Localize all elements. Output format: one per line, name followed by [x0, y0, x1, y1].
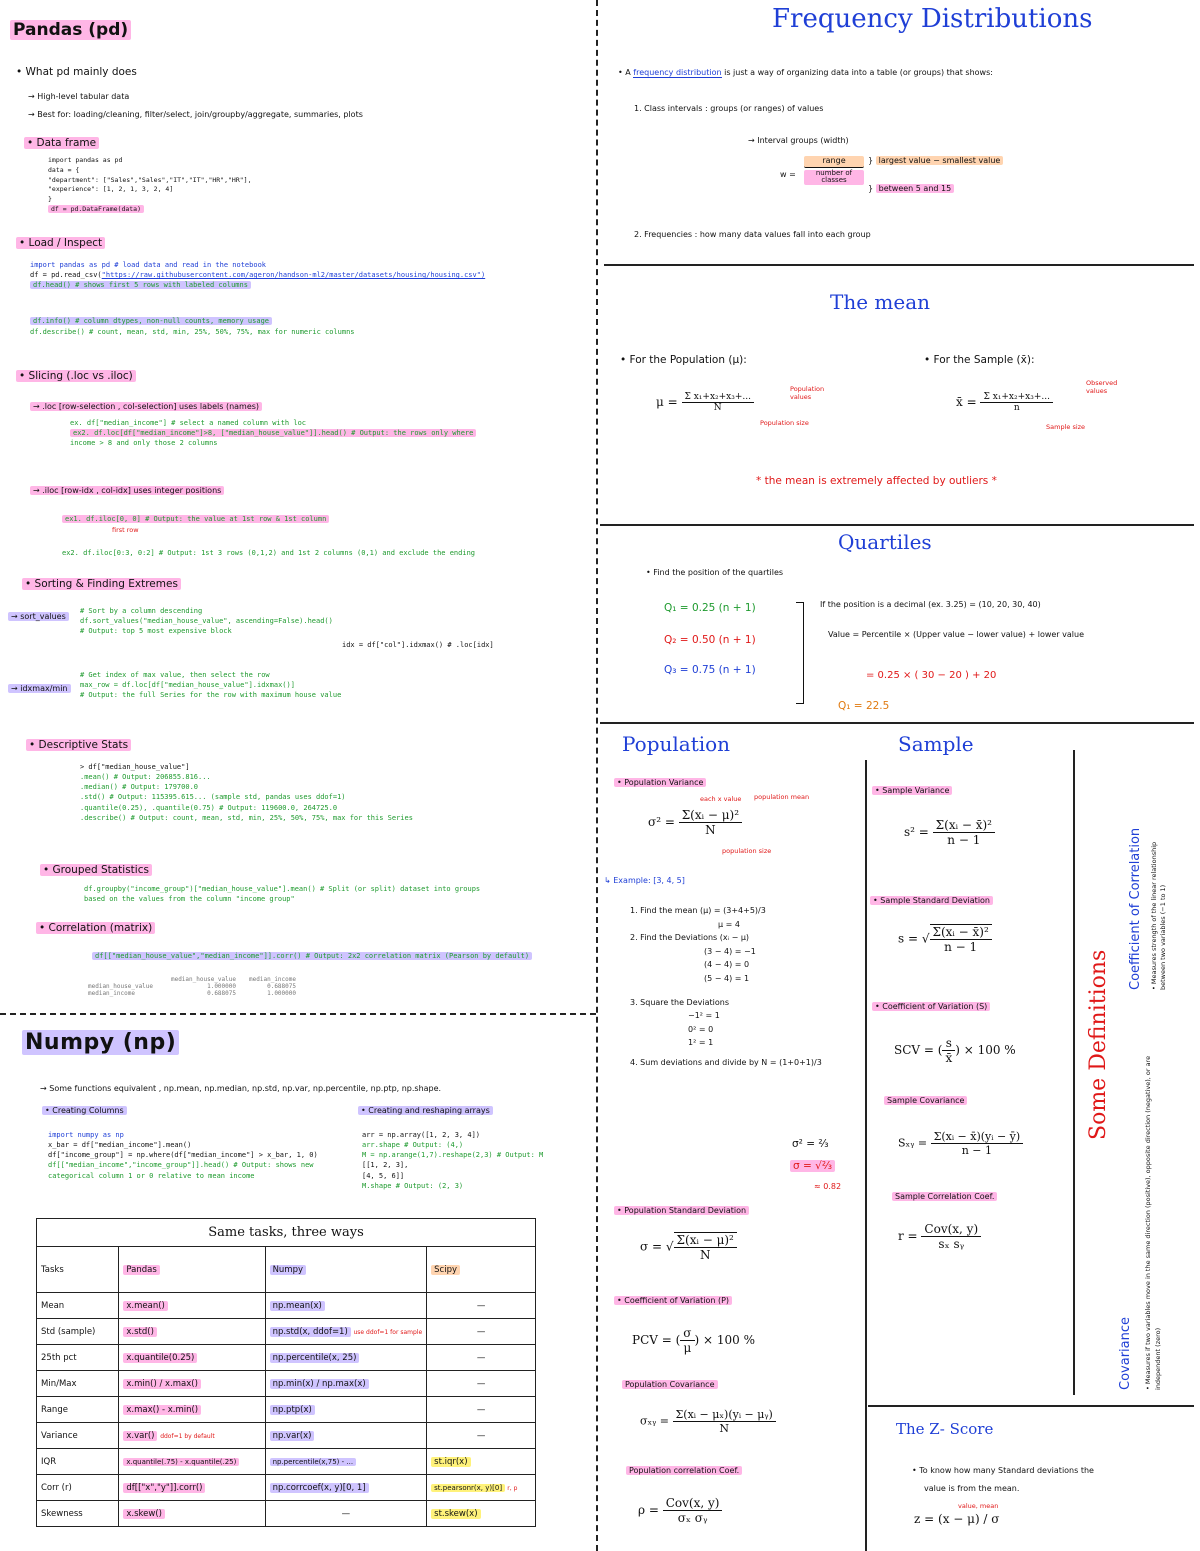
samp-std-label: • Sample Standard Deviation — [870, 896, 993, 907]
pop-variance-label: • Population Variance — [614, 778, 706, 789]
mean-samp-formula: x̄ = $\frac{\text{Σ x₁+x₂+x₃+...}}{n}$ — [956, 392, 1053, 413]
tasks-table-title: Same tasks, three ways — [37, 1219, 536, 1247]
quartile-q2: Q₂ = 0.50 (n + 1) — [664, 634, 756, 646]
cov-def-title: Covariance — [1118, 1317, 1133, 1390]
table-row: Skewness x.skew() — st.skew(x) — [37, 1501, 536, 1527]
pop-example-steps: 1. Find the mean (μ) = (3+4+5)/3 μ = 4 2. Find the Deviations (xᵢ − μ) (3 − 4) = −1 (4 − 4) = 0 (5 − 4) = 1 3. Square the Deviations −1² = 1 0² = 0 1² = 1 4. Sum deviations and divide by N = (1+0+1)/3 — [630, 906, 822, 1067]
mean-warning: * the mean is extremely affected by outliers * — [756, 475, 997, 487]
mean-pop-formula: μ = $\frac{\text{Σ x₁+x₂+x₃+...}}{N}$ — [656, 392, 754, 413]
sorting-label: • Sorting & Finding Extremes — [22, 578, 181, 591]
load-label: • Load / Inspect — [16, 237, 105, 250]
freq-fraction: range number of classes — [804, 156, 864, 185]
mean-pop-label: • For the Population (μ): — [620, 354, 747, 366]
sort-values-tag: → sort_values — [8, 612, 69, 623]
creating-columns-label: • Creating Columns — [42, 1106, 127, 1117]
freq-title: Frequency Distributions — [772, 4, 1093, 34]
table-row: Range x.max() - x.min() np.ptp(x) — — [37, 1397, 536, 1423]
header-tasks: Tasks — [37, 1247, 119, 1293]
quartile-value-rule: Value = Percentile × (Upper value − lower value) + lower value — [828, 630, 1084, 639]
zscore-formula: z = (x − μ) / σ — [914, 1512, 1000, 1526]
pop-variance-note-3: population size — [722, 847, 772, 855]
idxmax-code: # Get index of max value, then select the row max_row = df.loc[df["median_house_value"].idxmax()] # Output: the full Series for the row with maximum house value — [80, 671, 342, 700]
pop-std-label: • Population Standard Deviation — [614, 1206, 749, 1217]
reshaping-label: • Creating and reshaping arrays — [358, 1106, 493, 1117]
quartile-stats-divider — [600, 722, 1194, 724]
quartile-example: = 0.25 × ( 30 − 20 ) + 20 — [866, 670, 997, 681]
mean-samp-note-2: Sample size — [1046, 423, 1086, 431]
slicing-label: • Slicing (.loc vs .iloc) — [16, 370, 136, 383]
corr-def-text: • Measures strength of the linear relationship between two variables (−1 to 1) — [1150, 841, 1168, 990]
load-code: import pandas as pd # load data and read in the notebook df = pd.read_csv("https://raw.githubusercontent.com/ageron/handson-ml2/master/datasets/housing/housing.csv") df.head() # shows first 5 rows with labeled columns df.info() # column dtypes, non-null counts, memory usage df.describe() # count, mean, std, min, 25%, 50%, 75%, max for numeric columns — [30, 261, 486, 336]
pop-cv-formula: PCV = ( $\frac{\sigma}{\mu}$ ) × 100 % — [632, 1326, 755, 1355]
reshaping-code: arr = np.array([1, 2, 3, 4]) arr.shape # Output: (4,) M = np.arange(1,7).reshape(2,3) # Output: M [[1, 2, 3], [4, 5, 6]] M.shape # Output: (2, 3) — [362, 1131, 544, 1190]
quartile-q3: Q₃ = 0.75 (n + 1) — [664, 664, 756, 676]
sample-definitions-divider — [1073, 750, 1075, 1395]
freq-line-1: • A frequency distribution is just a way of organizing data into a table (or groups) that shows: — [618, 68, 993, 77]
numpy-intro: → Some functions equivalent , np.mean, np.median, np.std, np.var, np.percentile, np.ptp, np.shape. — [40, 1084, 442, 1093]
zscore-line-2: value is from the mean. — [924, 1484, 1020, 1493]
mean-pop-note-1: Population values — [790, 385, 825, 401]
grouped-label: • Grouped Statistics — [40, 864, 152, 877]
header-numpy: Numpy — [265, 1247, 427, 1293]
pop-example-answer-1: σ² = ⅔ — [792, 1138, 829, 1150]
quartile-result: Q₁ = 22.5 — [838, 700, 890, 712]
samp-variance-label: • Sample Variance — [872, 786, 952, 797]
creating-columns-code: import numpy as np x_bar = df["median_income"].mean() df["income_group"] = np.where(df["median_income"] > x_bar, 1, 0) df[["median_income","income_group"]].head() # Output: shows new categorical column 1 or 0 relative to mean income — [48, 1131, 318, 1180]
iloc-note: first row — [112, 526, 139, 534]
table-row: Corr (r) df[["x","y"]].corr() np.corrcoef(x, y)[0, 1] st.pearsonr(x, y)[0] r, p — [37, 1475, 536, 1501]
samp-corr-formula: r = $\frac{\text{Cov(x, y)}}{\text{sₓ sᵧ}}$ — [898, 1222, 981, 1251]
samp-cov-formula: Sₓᵧ = $\frac{\text{Σ(xᵢ − x̄)(yᵢ − ȳ)}}{n - 1}$ — [898, 1130, 1023, 1157]
idxmax-tag: → idxmax/min — [8, 684, 71, 695]
numpy-title: Numpy (np) — [22, 1030, 179, 1055]
pop-cv-label: • Coefficient of Variation (P) — [614, 1296, 732, 1307]
samp-cv-label: • Coefficient of Variation (S) — [872, 1002, 990, 1013]
samp-cov-label: Sample Covariance — [884, 1096, 967, 1107]
table-row: Std (sample) x.std() np.std(x, ddof=1) use ddof=1 for sample — — [37, 1319, 536, 1345]
dataframe-label: • Data frame — [24, 137, 99, 150]
zscore-note: value, mean — [958, 1502, 999, 1510]
header-pandas: Pandas — [119, 1247, 265, 1293]
mean-samp-label: • For the Sample (x̄): — [924, 354, 1035, 366]
cov-def-text: • Measures if two variables move in the same direction (positive), opposite direction (negative), or are independent (zero) — [1144, 1055, 1162, 1390]
header-scipy: Scipy — [427, 1247, 536, 1293]
pop-variance-note-2: population mean — [754, 793, 810, 801]
mean-quartile-divider — [600, 524, 1194, 526]
pop-corr-label: Population correlation Coef. — [626, 1466, 742, 1477]
mean-pop-note-2: Population size — [760, 419, 809, 427]
freq-w-eq: w = — [780, 170, 796, 179]
pandas-numpy-divider — [0, 1013, 596, 1015]
pop-cov-label: Population Covariance — [622, 1380, 718, 1391]
freq-range-note: } largest value − smallest value — [868, 156, 1003, 167]
table-row: Mean x.mean() np.mean(x) — — [37, 1293, 536, 1319]
population-sample-divider — [865, 760, 867, 1551]
table-row: Variance x.var() ddof=1 by default np.var(x) — — [37, 1423, 536, 1449]
zscore-divider — [868, 1405, 1194, 1407]
samp-corr-label: Sample Correlation Coef. — [892, 1192, 997, 1203]
pop-variance-note-1: each x value — [700, 795, 742, 803]
pandas-title: Pandas (pd) — [10, 20, 131, 40]
samp-std-formula: s = √ $\frac{\text{Σ(xᵢ − x̄)²}}{n - 1}$ — [898, 924, 992, 954]
pandas-what-line-1: → High-level tabular data — [28, 92, 130, 101]
iloc-example-1: ex1. df.iloc[0, 0] # Output: the value at 1st row & 1st column — [62, 514, 329, 524]
sample-title: Sample — [898, 732, 974, 756]
pandas-what-line-2: → Best for: loading/cleaning, filter/select, join/groupby/aggregate, summaries, plots — [28, 110, 363, 119]
pandas-what-label: • What pd mainly does — [16, 66, 137, 78]
population-title: Population — [622, 732, 731, 756]
table-row: Min/Max x.min() / x.max() np.min(x) / np.max(x) — — [37, 1371, 536, 1397]
table-row: IQR x.quantile(.75) - x.quantile(.25) np.percentile(x,75) - ... st.iqr(x) — [37, 1449, 536, 1475]
iloc-example-2: ex2. df.iloc[0:3, 0:2] # Output: 1st 3 rows (0,1,2) and 1st 2 columns (0,1) and exclude the ending — [62, 549, 476, 557]
quartile-q1: Q₁ = 0.25 (n + 1) — [664, 602, 756, 614]
quartiles-title: Quartiles — [838, 530, 932, 554]
descriptive-code: > df["median_house_value"] .mean() # Output: 206855.816... .median() # Output: 179700.0 .std() # Output: 115395.615... (sample std, pandas uses ddof=1) .quantile(0.25), .quantile(0.75) # Output: 119600.0, 264725.0 .describe() # Output: count, mean, std, min, 25%, 50%, 75%, max for this Series — [80, 763, 413, 822]
pop-example-label: ↳ Example: [3, 4, 5] — [604, 876, 685, 885]
correlation-label: • Correlation (matrix) — [36, 922, 155, 935]
freq-interval-label: → Interval groups (width) — [748, 136, 849, 145]
column-divider — [596, 0, 598, 1551]
dataframe-code: import pandas as pd data = { "department": ["Sales","Sales","IT","IT","HR","HR"], "experience": [1, 2, 1, 3, 2, 4] } df = pd.DataFrame(data) — [48, 156, 252, 213]
definitions-title: Some Definitions — [1086, 949, 1111, 1140]
pop-variance-formula: σ² = $\frac{\text{Σ(xᵢ − μ)²}}{N}$ — [648, 808, 742, 837]
grouped-code: df.groupby("income_group")["median_house_value"].mean() # Split (or split) dataset into groups based on the values from the column "income group" — [84, 885, 481, 904]
freq-item-1: 1. Class intervals : groups (or ranges) of values — [634, 104, 824, 113]
sort-aside: idx = df["col"].idxmax() # .loc[idx] — [342, 641, 494, 649]
quartile-brace — [796, 602, 804, 704]
pop-example-answer-3: ≈ 0.82 — [814, 1182, 842, 1191]
samp-cv-formula: SCV = ( $\frac{s}{x̄}$ ) × 100 % — [894, 1036, 1016, 1065]
quartiles-line: • Find the position of the quartiles — [646, 568, 784, 577]
pop-example-answer-2: σ = √⅔ — [790, 1160, 835, 1173]
pop-corr-formula: ρ = $\frac{\text{Cov(x, y)}}{\text{σₓ σᵧ}}$ — [638, 1496, 722, 1525]
corr-def-title: Coefficient of Correlation — [1128, 827, 1143, 990]
freq-classes-note: } between 5 and 15 — [868, 184, 954, 195]
sort-values-code: # Sort by a column descending df.sort_values("median_house_value", ascending=False).head() # Output: top 5 most expensive block — [80, 607, 333, 636]
zscore-line-1: • To know how many Standard deviations the — [912, 1466, 1094, 1475]
tasks-table-wrapper — [36, 1218, 536, 1527]
pop-std-formula: σ = √ $\frac{\text{Σ(xᵢ − μ)²}}{N}$ — [640, 1232, 737, 1262]
loc-examples: ex. df["median_income"] # select a named column with loc ex2. df.loc[df["median_income"]>8, ["median_house_value"]].head() # Output: the rows only where income > 8 and only those 2 columns — [70, 418, 476, 448]
loc-line: → .loc [row-selection , col-selection] uses labels (names) — [30, 402, 262, 413]
zscore-title: The Z- Score — [896, 1420, 994, 1438]
pop-cov-formula: σₓᵧ = $\frac{\text{Σ(xᵢ − μₓ)(yᵢ − μᵧ)}}{N}$ — [640, 1408, 776, 1435]
quartile-rule: If the position is a decimal (ex. 3.25) = (10, 20, 30, 40) — [820, 600, 1041, 609]
freq-mean-divider — [604, 264, 1194, 266]
mean-title: The mean — [830, 290, 931, 314]
mean-samp-note-1: Observed values — [1086, 379, 1118, 395]
correlation-matrix: median_house_value median_income median_house_value 1.000000 0.688075 median_income 0.688075 1.000000 — [88, 976, 296, 997]
table-row: 25th pct x.quantile(0.25) np.percentile(x, 25) — — [37, 1345, 536, 1371]
descriptive-label: • Descriptive Stats — [26, 739, 131, 752]
tasks-table — [36, 1218, 536, 1527]
iloc-line: → .iloc [row-idx , col-idx] uses integer positions — [30, 486, 224, 497]
correlation-code: df[["median_house_value","median_income"]].corr() # Output: 2x2 correlation matrix (Pearson by default) — [92, 951, 532, 961]
freq-item-2: 2. Frequencies : how many data values fall into each group — [634, 230, 871, 239]
samp-variance-formula: s² = $\frac{\text{Σ(xᵢ − x̄)²}}{n - 1}$ — [904, 818, 995, 847]
